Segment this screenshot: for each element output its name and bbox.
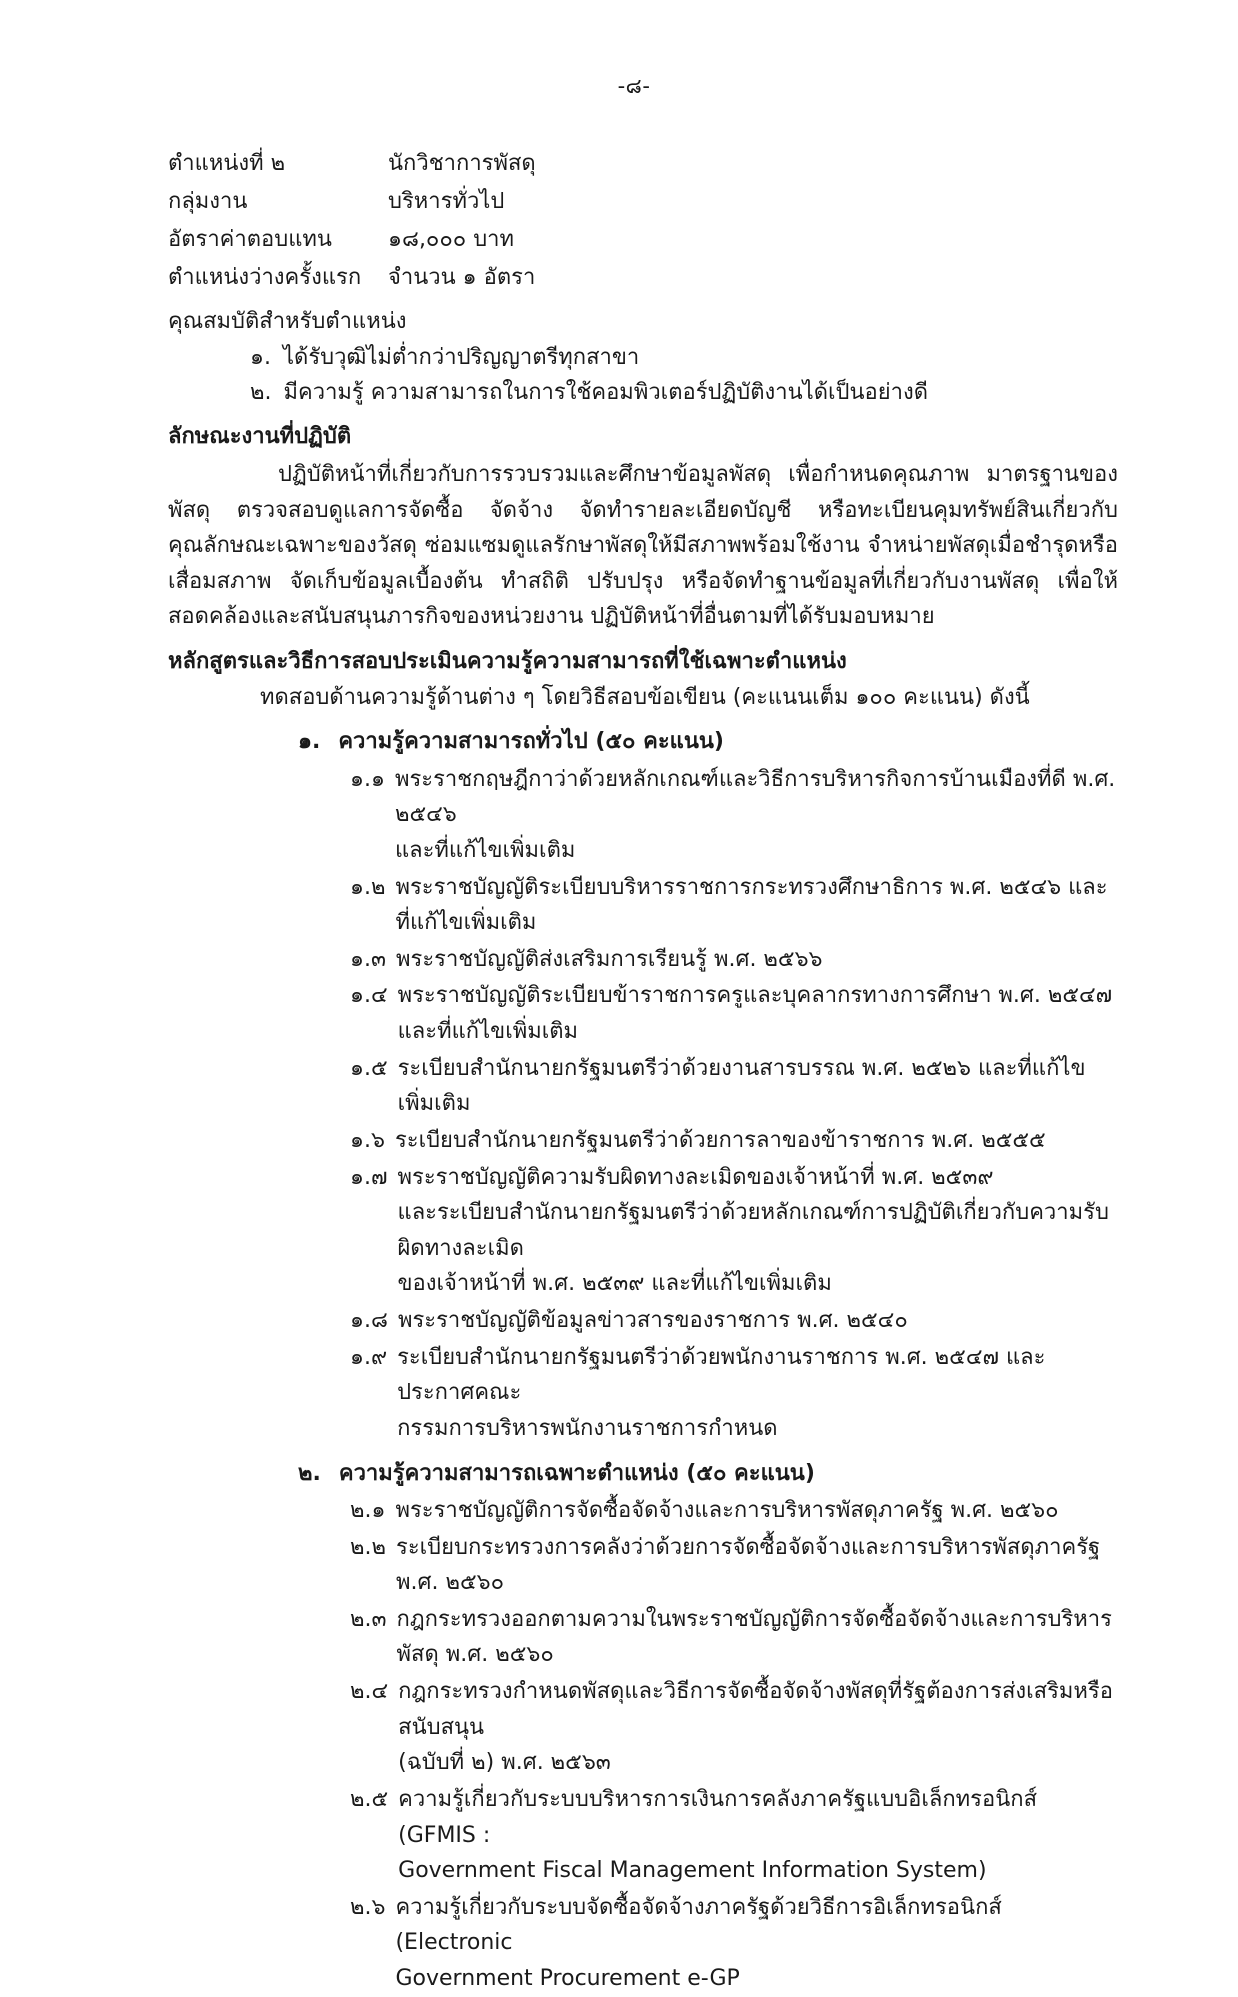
field-value: จำนวน ๑ อัตรา — [388, 264, 536, 290]
list-item — [350, 942, 1118, 978]
list-item — [250, 375, 1118, 410]
list-item — [250, 340, 1118, 375]
exam-group-title — [298, 723, 1118, 760]
position-details-table — [168, 145, 908, 297]
list-item — [350, 1303, 1118, 1339]
list-item-label: พระราชกฤษฎีกาว่าด้วยหลักเกณฑ์และวิธีการบริหารกิจการบ้านเมืองที่ดี พ.ศ. ๒๕๔๖ — [394, 766, 1116, 828]
list-item-label: พระราชบัญญัติส่งเสริมการเรียนรู้ พ.ศ. ๒๕๖๖ — [396, 946, 823, 972]
list-item-label: ระเบียบสำนักนายกรัฐมนตรีว่าด้วยงานสารบรรณ พ.ศ. ๒๕๒๖ และที่แก้ไขเพิ่มเติม — [397, 1055, 1086, 1117]
list-item-number: ๑.๑ — [350, 766, 385, 792]
field-value: บริหารทั่วไป — [388, 188, 505, 214]
duties-heading: ลักษณะงานที่ปฏิบัติ — [168, 423, 352, 449]
list-item-number: ๒.๒ — [350, 1534, 386, 1560]
list-item — [350, 1160, 1118, 1303]
list-item-number: ๑.๖ — [350, 1127, 385, 1153]
qualification-heading: คุณสมบัติสำหรับตำแหน่ง — [168, 308, 407, 334]
list-item-number: ๑.๗ — [350, 1164, 388, 1190]
list-item — [350, 1530, 1118, 1601]
list-item-label: พระราชบัญญัติข้อมูลข่าวสารของราชการ พ.ศ. ๒๕๔๐ — [397, 1308, 908, 1334]
list-item-number: ๑.๘ — [350, 1308, 388, 1334]
table-row — [168, 145, 908, 183]
exam-group — [150, 723, 1118, 1446]
list-item-continuation: ของเจ้าหน้าที่ พ.ศ. ๒๕๓๙ และที่แก้ไขเพิ่มเติม — [397, 1271, 832, 1297]
table-row — [168, 183, 908, 221]
list-item-number: ๒. — [250, 379, 272, 405]
list-item-continuation: และระเบียบสำนักนายกรัฐมนตรีว่าด้วยหลักเกณฑ์การปฏิบัติเกี่ยวกับความรับผิดทางละเมิด — [397, 1200, 1109, 1261]
list-item — [350, 1782, 1118, 1889]
page-number: -๘- — [617, 74, 651, 98]
list-item — [350, 762, 1118, 869]
list-item — [350, 1493, 1118, 1529]
list-item-label: พระราชบัญญัติการจัดซื้อจัดจ้างและการบริหารพัสดุภาครัฐ พ.ศ. ๒๕๖๐ — [395, 1497, 1059, 1523]
list-item-label: ระเบียบสำนักนายกรัฐมนตรีว่าด้วยการลาของข้าราชการ พ.ศ. ๒๕๕๕ — [394, 1127, 1046, 1153]
list-item-label: ได้รับวุฒิไม่ต่ำกว่าปริญญาตรีทุกสาขา — [282, 344, 640, 370]
exam-group-title — [298, 1455, 1118, 1492]
list-item-number: ๑.๙ — [350, 1344, 388, 1370]
table-row — [168, 221, 908, 259]
field-label: อัตราค่าตอบแทน — [168, 226, 332, 252]
list-item — [350, 1123, 1118, 1159]
list-item-number: ๑.๓ — [350, 946, 386, 972]
exam-intro: ทดสอบด้านความรู้ด้านต่าง ๆ โดยวิธีสอบข้อเขียน (คะแนนเต็ม ๑๐๐ คะแนน) ดังนี้ — [260, 685, 1030, 711]
list-item-continuation: Government Fiscal Management Information System) — [398, 1858, 987, 1884]
list-item — [350, 1051, 1118, 1122]
list-item-label: ระเบียบสำนักนายกรัฐมนตรีว่าด้วยพนักงานราชการ พ.ศ. ๒๕๔๗ และประกาศคณะ — [397, 1344, 1046, 1406]
list-item-number: ๑.๔ — [350, 983, 388, 1009]
group-label: ความรู้ความสามารถเฉพาะตำแหน่ง (๕๐ คะแนน) — [338, 1460, 815, 1486]
duties-paragraph: ปฏิบัติหน้าที่เกี่ยวกับการรวบรวมและศึกษาข้อมูลพัสดุ เพื่อกำหนดคุณภาพ มาตรฐานของพัสดุ ตรวจสอบดูแลการจัดซื้อ จัดจ้าง จัดทำรายละเอียดบัญชี หรือทะเบียนคุมทรัพย์สินเกี่ยวกับคุณลักษณะเฉพาะของวัสดุ ซ่อมแซมดูแลรักษาพัสดุให้มีสภาพพร้อมใช้งาน จำหน่ายพัสดุเมื่อชำรุดหรือเสื่อมสภาพ จัดเก็บข้อมูลเบื้องต้น ทำสถิติ ปรับปรุง หรือจัดทำฐานข้อมูลที่เกี่ยวกับงานพัสดุ เพื่อให้สอดคล้องและสนับสนุนภารกิจของหน่วยงาน ปฏิบัติหน้าที่อื่นตามที่ได้รับมอบหมาย — [168, 461, 1118, 630]
list-item-label: ความรู้เกี่ยวกับระบบบริหารการเงินการคลังภาครัฐแบบอิเล็กทรอนิกส์ (GFMIS : — [398, 1786, 1037, 1848]
list-item-number: ๒.๔ — [350, 1679, 389, 1705]
list-item-label: มีความรู้ ความสามารถในการใช้คอมพิวเตอร์ปฏิบัติงานได้เป็นอย่างดี — [283, 379, 928, 405]
field-label: ตำแหน่งที่ ๒ — [168, 151, 286, 176]
field-value: ๑๘,๐๐๐ บาท — [388, 226, 515, 252]
list-item-number: ๒.๓ — [350, 1606, 387, 1632]
list-item — [350, 1340, 1118, 1447]
list-item — [350, 870, 1118, 941]
list-item-label: กฎกระทรวงกำหนดพัสดุและวิธีการจัดซื้อจัดจ้างพัสดุที่รัฐต้องการส่งเสริมหรือสนับสนุน — [398, 1679, 1113, 1740]
field-label: ตำแหน่งว่างครั้งแรก — [168, 264, 362, 290]
list-item-number: ๒.๖ — [350, 1894, 386, 1920]
list-item-label: กฎกระทรวงออกตามความในพระราชบัญญัติการจัดซื้อจัดจ้างและการบริหารพัสดุ พ.ศ. ๒๕๖๐ — [396, 1606, 1112, 1668]
list-item-continuation: และที่แก้ไขเพิ่มเติม — [394, 837, 576, 863]
list-item-label: พระราชบัญญัติความรับผิดทางละเมิดของเจ้าหน้าที่ พ.ศ. ๒๕๓๙ — [397, 1164, 994, 1190]
list-item-number: ๑.๕ — [350, 1055, 388, 1081]
exam-group — [150, 1455, 1118, 1997]
list-item-label: พระราชบัญญัติระเบียบข้าราชการครูและบุคลากรทางการศึกษา พ.ศ. ๒๕๔๗ และที่แก้ไขเพิ่มเติม — [397, 983, 1113, 1045]
list-item-number: ๒.๕ — [350, 1786, 389, 1812]
field-value: นักวิชาการพัสดุ — [388, 151, 536, 176]
list-item-label: พระราชบัญญัติระเบียบบริหารราชการกระทรวงศึกษาธิการ พ.ศ. ๒๕๔๖ และที่แก้ไขเพิ่มเติม — [395, 874, 1108, 936]
list-item-continuation: (ฉบับที่ ๒) พ.ศ. ๒๕๖๓ — [398, 1750, 611, 1776]
list-item-continuation: กรรมการบริหารพนักงานราชการกำหนด — [397, 1415, 778, 1441]
group-number: ๑. — [298, 729, 321, 755]
list-item-continuation: Government Procurement e-GP — [395, 1966, 740, 1992]
list-item-number: ๑.๒ — [350, 874, 386, 900]
list-item-label: ระเบียบกระทรวงการคลังว่าด้วยการจัดซื้อจัดจ้างและการบริหารพัสดุภาครัฐ พ.ศ. ๒๕๖๐ — [396, 1534, 1101, 1596]
group-number: ๒. — [298, 1460, 321, 1486]
list-item-number: ๒.๑ — [350, 1497, 386, 1523]
exam-heading: หลักสูตรและวิธีการสอบประเมินความรู้ความสามารถที่ใช้เฉพาะตำแหน่ง — [168, 649, 847, 675]
field-label: กลุ่มงาน — [168, 188, 248, 214]
table-row — [168, 259, 908, 297]
list-item-label: ความรู้เกี่ยวกับระบบจัดซื้อจัดจ้างภาครัฐด้วยวิธีการอิเล็กทรอนิกส์ (Electronic — [395, 1894, 1002, 1956]
list-item — [350, 1602, 1118, 1673]
list-item — [350, 1890, 1118, 1997]
list-item-number: ๑. — [250, 344, 271, 370]
list-item — [350, 1674, 1118, 1781]
group-label: ความรู้ความสามารถทั่วไป (๕๐ คะแนน) — [338, 729, 724, 755]
list-item — [350, 978, 1118, 1049]
